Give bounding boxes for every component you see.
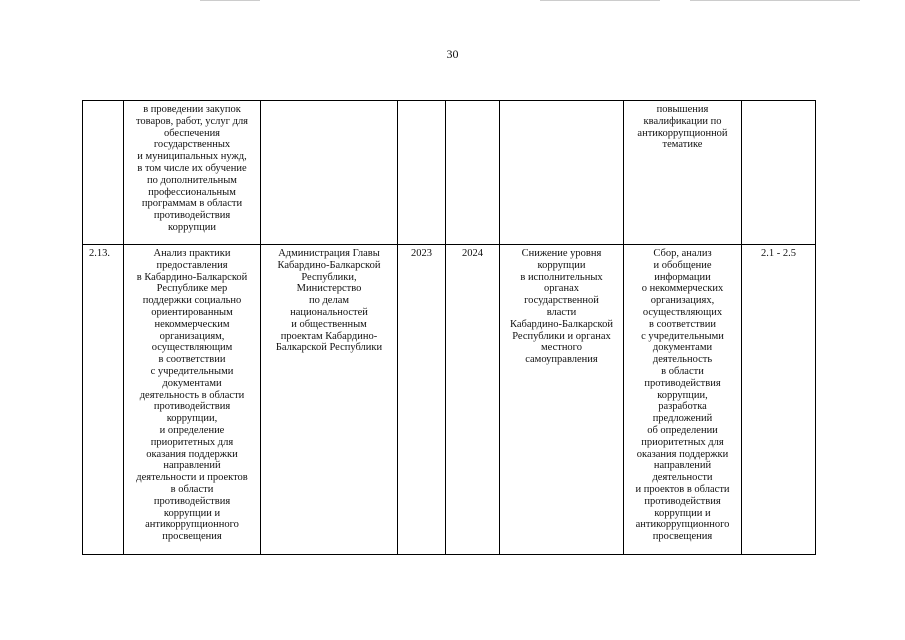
measure-cell: в проведении закупок товаров, работ, услуг для обеспечения государственных и муниципальных нужд, в том числе их обучение по дополнительным профессиональным программам в области противодействия коррупции [124, 101, 261, 245]
result-cell: Снижение уровня коррупции в исполнительных органах государственной власти Кабардино-Балкарской Республики и органах местного самоуправления [500, 245, 624, 555]
link-cell: 2.1 - 2.5 [742, 245, 816, 555]
executor-cell: Администрация Главы Кабардино-Балкарской Республики, Министерство по делам национальностей и общественным проектам Кабардино- Балкарской Республики [261, 245, 398, 555]
scan-artifact [540, 0, 660, 1]
table-row [83, 101, 816, 245]
measure-cell: Анализ практики предоставления в Кабардино-Балкарской Республике мер поддержки социально ориентированным некоммерческим организациям, осуществляющим в соответствии с учредительными документами деятельность в области противодействия коррупции, и определение приоритетных для оказания поддержки направлений деятельности и проектов в области противодействия коррупции и антикоррупционного просвещения [124, 245, 261, 555]
page-number: 30 [446, 47, 459, 61]
executor-cell [261, 101, 398, 245]
indicator-cell: Сбор, анализ и обобщение информации о некоммерческих организациях, осуществляющих в соответствии с учредительными документами деятельность в области противодействия коррупции, разработка предложений об определении приоритетных для оказания поддержки направлений деятельности и проектов в области противодействия коррупции и антикоррупционного просвещения [624, 245, 742, 555]
action-plan-table [82, 100, 816, 555]
start-year-cell [398, 101, 446, 245]
result-cell [500, 101, 624, 245]
start-year-cell: 2023 [398, 245, 446, 555]
indicator-cell: повышения квалификации по антикоррупционной тематике [624, 101, 742, 245]
table-row [83, 245, 816, 555]
scan-artifact [200, 0, 260, 1]
row-number-cell [83, 101, 124, 245]
scan-artifact [690, 0, 860, 1]
end-year-cell: 2024 [446, 245, 500, 555]
row-number-cell: 2.13. [83, 245, 124, 555]
link-cell [742, 101, 816, 245]
end-year-cell [446, 101, 500, 245]
